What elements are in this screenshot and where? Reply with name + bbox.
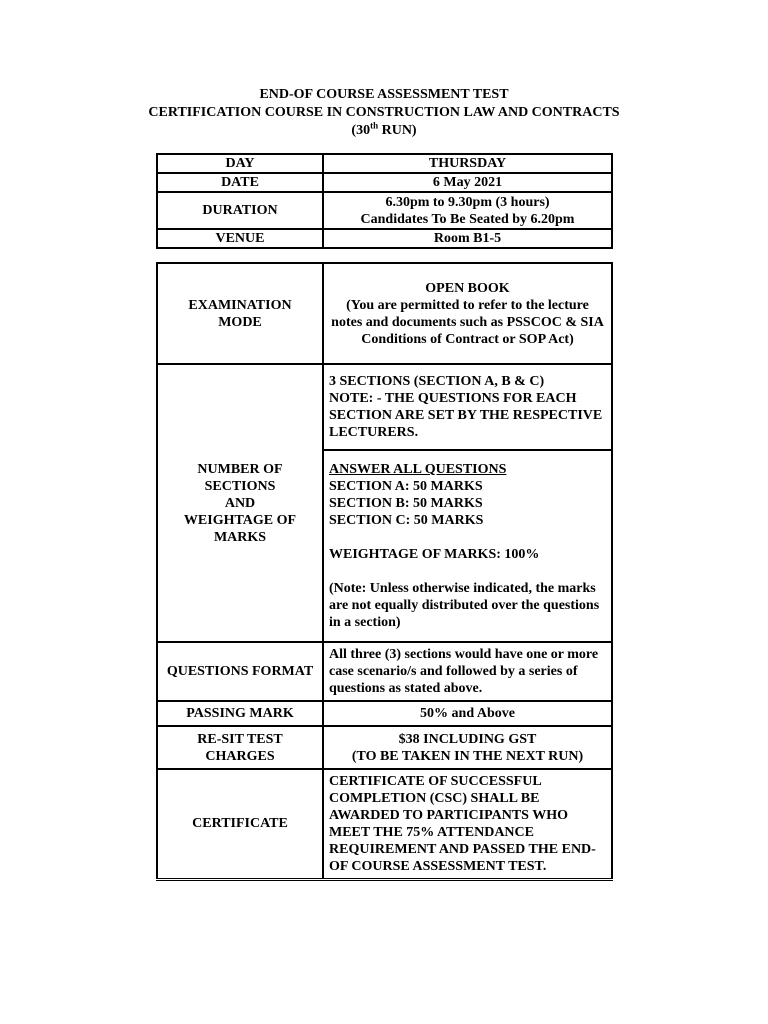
venue-value: Room B1-5 [323, 229, 612, 248]
sections-info: 3 SECTIONS (SECTION A, B & C) NOTE: - THE QUESTIONS FOR EACH SECTION ARE SET BY THE RESPECTIVE LECTURERS. [323, 364, 612, 450]
date-label: DATE [157, 173, 323, 192]
weightage-total: WEIGHTAGE OF MARKS: 100% [329, 547, 540, 562]
marks-info [323, 450, 612, 642]
exam-mode-value [323, 263, 612, 364]
day-label: DAY [157, 154, 323, 173]
table-row [157, 192, 612, 229]
duration-value [323, 192, 612, 229]
certificate-value: CERTIFICATE OF SUCCESSFUL COMPLETION (CSC) SHALL BE AWARDED TO PARTICIPANTS WHO MEET THE 75% ATTENDANCE REQUIREMENT AND PASSED THE END-OF COURSE ASSESSMENT TEST. [323, 769, 612, 879]
resit-label: RE-SIT TEST CHARGES [157, 726, 323, 769]
heading-line-3: (30th RUN) [351, 120, 417, 138]
table-row [157, 154, 612, 173]
seating-time: Candidates To Be Seated by 6.20pm [360, 211, 575, 227]
table-row [157, 173, 612, 192]
document-heading [0, 86, 768, 140]
duration-time: 6.30pm to 9.30pm (3 hours) [385, 194, 550, 210]
open-book-title: OPEN BOOK [425, 280, 510, 296]
heading-line-1: END-OF COURSE ASSESSMENT TEST [259, 87, 509, 102]
resit-value: $38 INCLUDING GST (TO BE TAKEN IN THE NEXT RUN) [323, 726, 612, 769]
table-row [157, 263, 612, 364]
table-row [157, 701, 612, 726]
duration-label: DURATION [157, 192, 323, 229]
table-row [157, 229, 612, 248]
venue-label: VENUE [157, 229, 323, 248]
open-book-note: (You are permitted to refer to the lecture notes and documents such as PSSCOC & SIA Conditions of Contract or SOP Act) [331, 297, 604, 347]
questions-format-label: QUESTIONS FORMAT [157, 642, 323, 701]
table-row [157, 769, 612, 879]
table-row [157, 642, 612, 701]
table-row [157, 364, 612, 450]
section-c-marks: SECTION C: 50 MARKS [329, 513, 484, 528]
marks-distribution-note: (Note: Unless otherwise indicated, the marks are not equally distributed over the questions in a section) [329, 581, 600, 630]
questions-format-value: All three (3) sections would have one or more case scenario/s and followed by a series of questions as stated above. [323, 642, 612, 701]
ordinal-superscript: th [370, 120, 379, 131]
passing-mark-label: PASSING MARK [157, 701, 323, 726]
heading-line-2: CERTIFICATION COURSE IN CONSTRUCTION LAW AND CONTRACTS [148, 105, 620, 120]
exam-details-table [156, 262, 613, 881]
date-value: 6 May 2021 [323, 173, 612, 192]
passing-mark-value: 50% and Above [323, 701, 612, 726]
schedule-table [156, 153, 613, 249]
certificate-label: CERTIFICATE [157, 769, 323, 879]
section-a-marks: SECTION A: 50 MARKS [329, 479, 483, 494]
exam-mode-label: EXAMINATION MODE [157, 263, 323, 364]
day-value: THURSDAY [323, 154, 612, 173]
sections-label: NUMBER OF SECTIONS AND WEIGHTAGE OF MARKS [157, 364, 323, 642]
table-row [157, 726, 612, 769]
section-b-marks: SECTION B: 50 MARKS [329, 496, 483, 511]
answer-all-heading: ANSWER ALL QUESTIONS [329, 462, 507, 477]
